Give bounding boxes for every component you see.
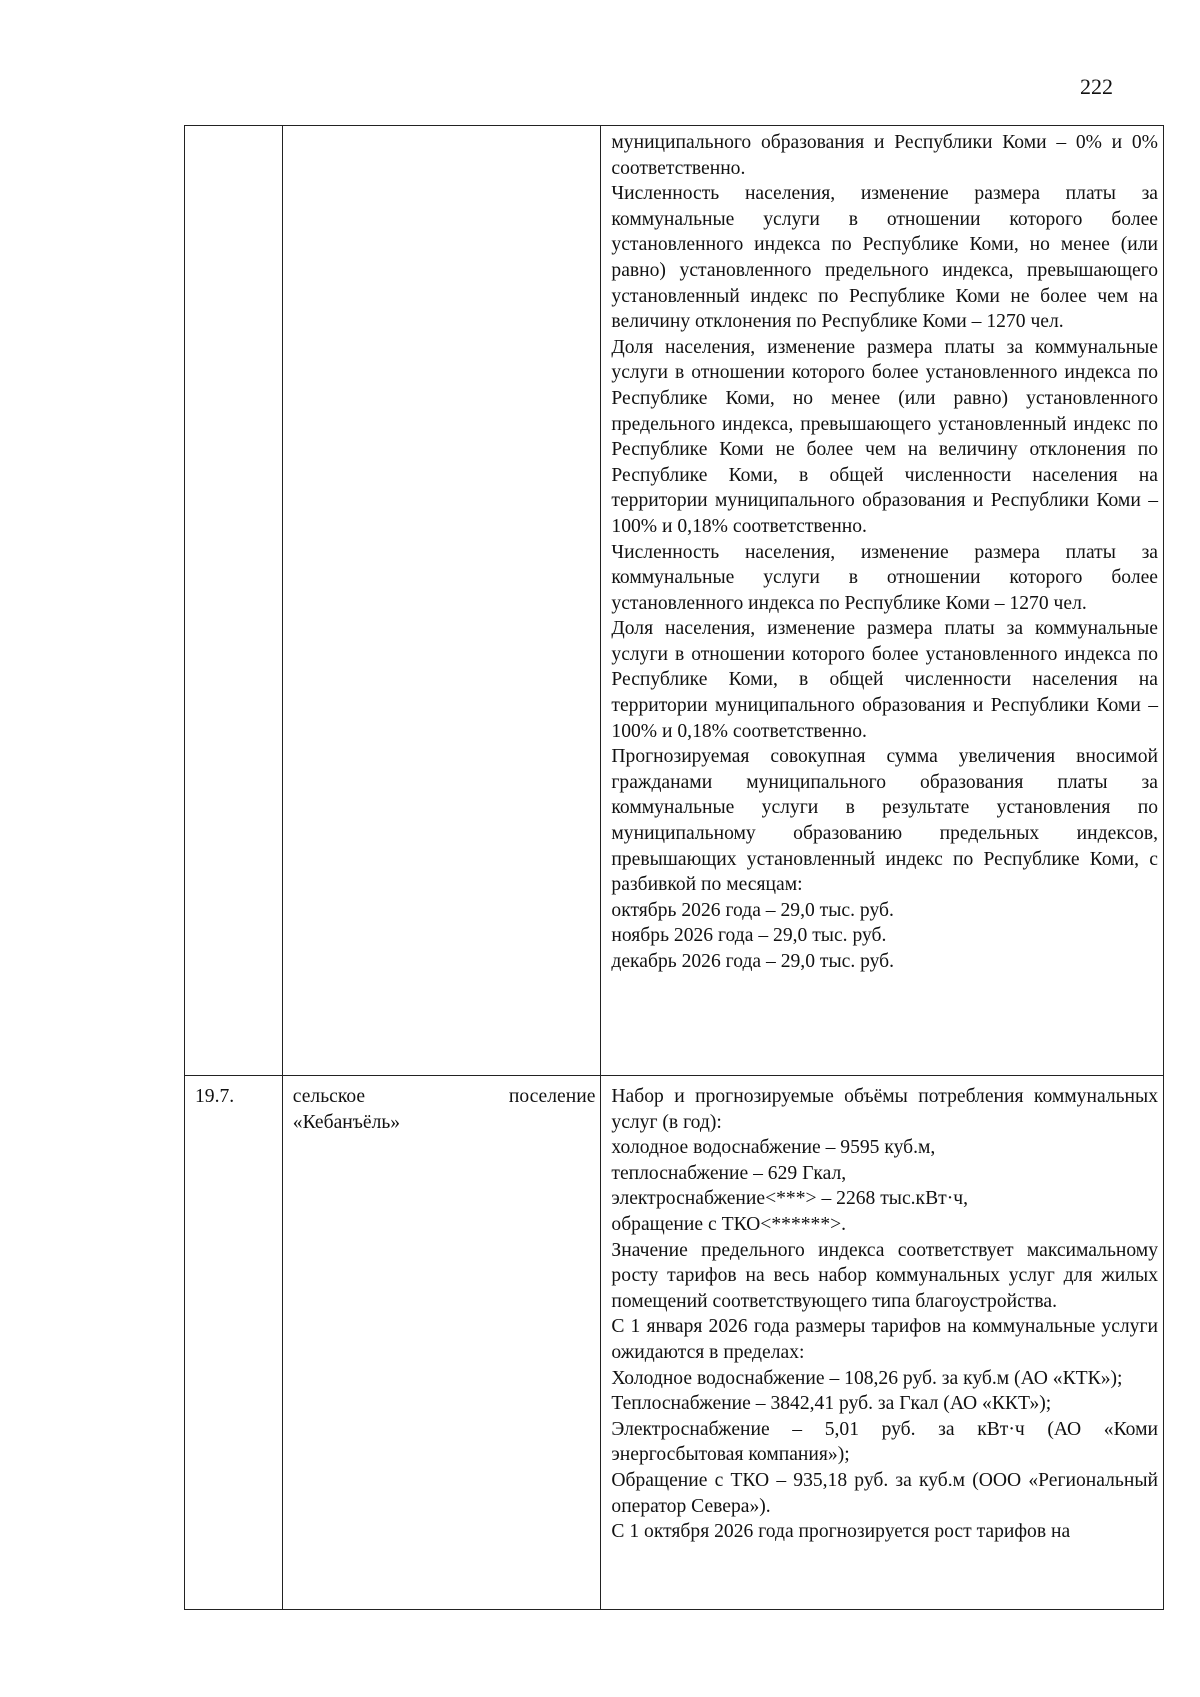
row-number-cell <box>185 126 283 1076</box>
paragraph: Набор и прогнозируемые объёмы потребления коммунальных услуг (в год): <box>611 1086 1158 1133</box>
paragraph: Холодное водоснабжение – 108,26 руб. за куб.м (АО «КТК»); <box>611 1367 1123 1389</box>
description-cell <box>601 1076 1164 1610</box>
paragraph: муниципального образования и Республики Коми – 0% и 0% соответственно. <box>611 132 1158 179</box>
paragraph: Теплоснабжение – 3842,41 руб. за Гкал (АО «ККТ»); <box>611 1393 1052 1415</box>
description-cell <box>601 126 1164 1076</box>
paragraph: декабрь 2026 года – 29,0 тыс. руб. <box>611 951 895 972</box>
paragraph: Численность населения, изменение размера платы за коммунальные услуги в отношении которого более установленного индекса по Республике Коми, но менее (или равно) установленного предельного индекса, превышающего установленный индекс по Республике Коми не более чем на величину отклонения по Республике Коми – 1270 чел. <box>611 183 1158 333</box>
municipality-name: «Кебанъёль» <box>292 1111 401 1133</box>
row-number-cell: 19.7. <box>185 1076 283 1610</box>
paragraph: Электроснабжение – 5,01 руб. за кВт·ч (АО «Коми энергосбытовая компания»); <box>611 1418 1158 1466</box>
paragraph: теплоснабжение – 629 Гкал, <box>611 1162 847 1184</box>
paragraph: Численность населения, изменение размера платы за коммунальные услуги в отношении которого более установленного индекса по Республике Коми – 1270 чел. <box>611 541 1158 614</box>
paragraph: октябрь 2026 года – 29,0 тыс. руб. <box>611 899 894 921</box>
paragraph: Прогнозируемая совокупная сумма увеличения вносимой гражданами муниципального образования платы за коммунальные услуги в результате установления по муниципальному образованию предельных индексов, превышающих установленный индекс по Республике Коми, с разбивкой по месяцам: <box>611 746 1158 896</box>
municipality-type-word: поселение <box>508 1086 596 1107</box>
table-row <box>185 126 1164 1076</box>
document-table <box>184 125 1164 1610</box>
paragraph: Значение предельного индекса соответствует максимальному росту тарифов на весь набор коммунальных услуг для жилых помещений соответствующего типа благоустройства. <box>611 1239 1158 1312</box>
table-row <box>185 1076 1164 1610</box>
municipality-name-cell <box>282 126 601 1076</box>
municipality-name-line <box>293 1084 596 1110</box>
paragraph: ноябрь 2026 года – 29,0 тыс. руб. <box>611 925 887 947</box>
page-number: 222 <box>1080 74 1113 99</box>
municipality-name-cell <box>282 1076 601 1610</box>
paragraph: С 1 октября 2026 года прогнозируется рост тарифов на <box>611 1521 1071 1543</box>
paragraph: Доля населения, изменение размера платы за коммунальные услуги в отношении которого более установленного индекса по Республике Коми, в общей численности населения на территории муниципального образования и Республики Коми – 100% и 0,18% соответственно. <box>611 618 1158 742</box>
paragraph: холодное водоснабжение – 9595 куб.м, <box>611 1137 936 1159</box>
paragraph: электроснабжение<***> – 2268 тыс.кВт·ч, <box>611 1188 968 1210</box>
paragraph: С 1 января 2026 года размеры тарифов на коммунальные услуги ожидаются в пределах: <box>611 1316 1158 1363</box>
paragraph: обращение с ТКО<******>. <box>611 1213 847 1235</box>
paragraph: Обращение с ТКО – 935,18 руб. за куб.м (ООО «Региональный оператор Севера»). <box>611 1469 1158 1517</box>
paragraph: Доля населения, изменение размера платы за коммунальные услуги в отношении которого более установленного индекса по Республике Коми, но менее (или равно) установленного предельного индекса, превышающего установленный индекс по Республике Коми не более чем на величину отклонения по Республике Коми, в общей численности населения на территории муниципального образования и Республики Коми – 100% и 0,18% соответственно. <box>611 336 1158 537</box>
municipality-type-word: сельское <box>292 1086 366 1107</box>
